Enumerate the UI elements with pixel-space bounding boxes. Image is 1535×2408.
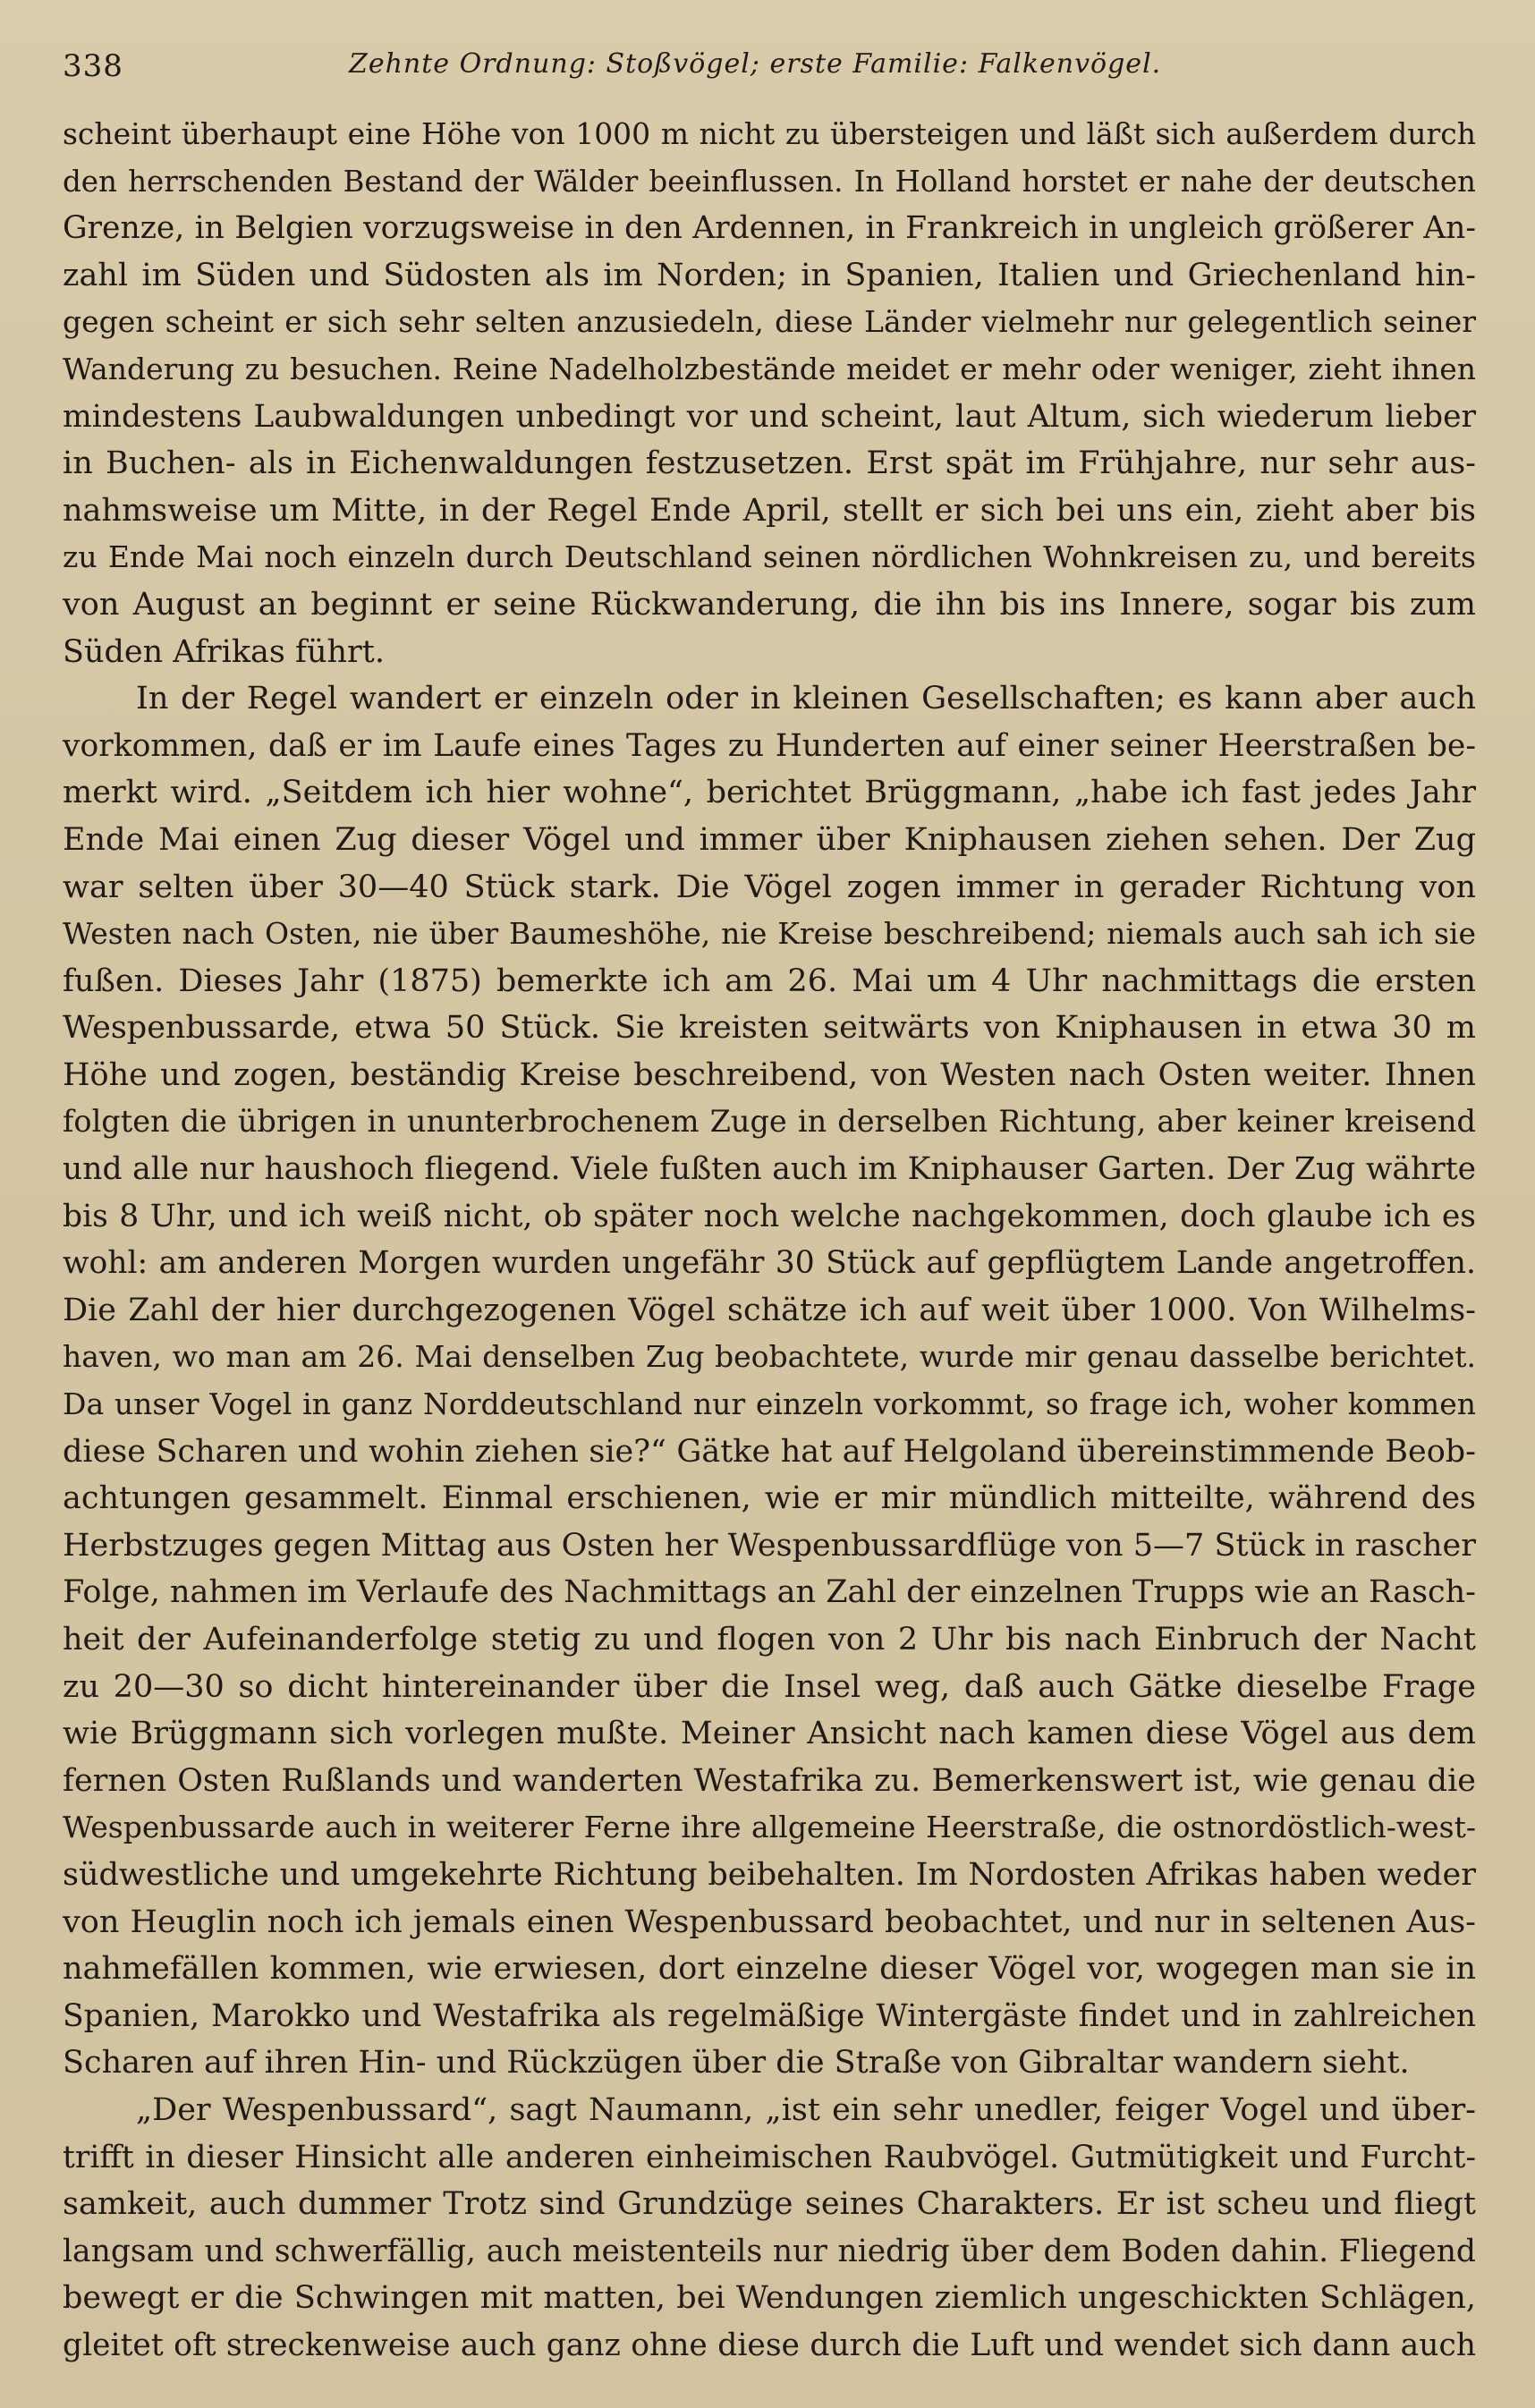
text-line: von Heuglin noch ich jemals einen Wespenbussard beobachtet, und nur in seltenen Aus- — [63, 1904, 1476, 1940]
text-line: Wespenbussarde, etwa 50 Stück. Sie kreisten seitwärts von Kniphausen in etwa 30 m — [63, 1010, 1476, 1047]
text-line: fernen Osten Rußlands und wanderten Westafrika zu. Bemerkenswert ist, wie genau die — [63, 1762, 1476, 1799]
text-line: bewegt er die Schwingen mit matten, bei Wendungen ziemlich ungeschickten Schlägen, — [63, 2280, 1476, 2317]
text-line: achtungen gesammelt. Einmal erschienen, wie er mir mündlich mitteilte, während des — [63, 1480, 1476, 1517]
text-line: nahmsweise um Mitte, in der Regel Ende April, stellt er sich bei uns ein, zieht aber bis — [63, 492, 1476, 529]
text-line: scheint überhaupt eine Höhe von 1000 m nicht zu übersteigen und läßt sich außerdem durch — [63, 116, 1476, 151]
text-line: diese Scharen und wohin ziehen sie?“ Gätke hat auf Helgoland übereinstimmende Beob- — [63, 1433, 1476, 1470]
text-line: Höhe und zogen, beständig Kreise beschreibend, von Westen nach Osten weiter. Ihnen — [63, 1056, 1476, 1093]
text-line: nahmefällen kommen, wie erwiesen, dort einzelne dieser Vögel vor, wogegen man sie in — [63, 1951, 1476, 1988]
text-line: Wanderung zu besuchen. Reine Nadelholzbestände meidet er mehr oder weniger, zieht ihnen — [63, 351, 1476, 386]
text-line: Folge, nahmen im Verlaufe des Nachmittags an Zahl der einzelnen Trupps wie an Rasch- — [63, 1574, 1476, 1611]
text-line: „Der Wespenbussard“, sagt Naumann, „ist ein sehr unedler, feiger Vogel und über- — [136, 2091, 1476, 2128]
text-line: gleitet oft streckenweise auch ganz ohne diese durch die Luft und wendet sich dann auch — [63, 2327, 1476, 2363]
text-line: zu 20—30 so dicht hintereinander über die Insel weg, daß auch Gätke dieselbe Frage — [63, 1668, 1476, 1705]
text-line: Spanien, Marokko und Westafrika als regelmäßige Wintergäste findet und in zahlreichen — [63, 1997, 1476, 2034]
text-line: bis 8 Uhr, und ich weiß nicht, ob später noch welche nachgekommen, doch glaube ich es — [63, 1198, 1476, 1234]
page-header — [63, 43, 1481, 97]
text-line: In der Regel wandert er einzeln oder in kleinen Gesellschaften; es kann aber auch — [136, 681, 1476, 717]
text-line: in Buchen- als in Eichenwaldungen festzusetzen. Erst spät im Frühjahre, nur sehr aus- — [63, 445, 1476, 482]
text-line: zahl im Süden und Südosten als im Norden; in Spanien, Italien und Griechenland hin- — [63, 257, 1476, 293]
text-line: war selten über 30—40 Stück stark. Die Vögel zogen immer in gerader Richtung von — [63, 869, 1476, 905]
text-line: Westen nach Osten, nie über Baumeshöhe, nie Kreise beschreibend; niemals auch sah ich sie — [63, 916, 1476, 952]
text-line: langsam und schwerfällig, auch meistenteils nur niedrig über dem Boden dahin. Fliegend — [63, 2233, 1476, 2269]
text-line: samkeit, auch dummer Trotz sind Grundzüge seines Charakters. Er ist scheu und fliegt — [63, 2186, 1476, 2223]
text-line: Scharen auf ihren Hin- und Rückzügen über die Straße von Gibraltar wandern sieht. — [63, 2045, 1410, 2082]
body-text — [63, 111, 1476, 2370]
text-line: zu Ende Mai noch einzeln durch Deutschland seinen nördlichen Wohnkreisen zu, und bereits — [63, 539, 1476, 575]
text-line: Grenze, in Belgien vorzugsweise in den Ardennen, in Frankreich in ungleich größerer An- — [63, 210, 1476, 247]
text-line: den herrschenden Bestand der Wälder beeinflussen. In Holland horstet er nahe der deutschen — [63, 164, 1476, 199]
page-number: 338 — [63, 48, 123, 84]
text-line: südwestliche und umgekehrte Richtung beibehalten. Im Nordosten Afrikas haben weder — [63, 1856, 1476, 1893]
text-line: Süden Afrikas führt. — [63, 633, 385, 670]
text-line: gegen scheint er sich sehr selten anzusiedeln, diese Länder vielmehr nur gelegentlich seiner — [63, 304, 1476, 340]
text-line: folgten die übrigen in ununterbrochenem Zuge in derselben Richtung, aber keiner kreisend — [63, 1104, 1476, 1140]
text-line: merkt wird. „Seitdem ich hier wohne“, berichtet Brüggmann, „habe ich fast jedes Jahr — [63, 775, 1476, 811]
text-line: haven, wo man am 26. Mai denselben Zug beobachtete, wurde mir genau dasselbe berichtet. — [63, 1339, 1476, 1375]
text-line: von August an beginnt er seine Rückwanderung, die ihn bis ins Innere, sogar bis zum — [63, 586, 1476, 623]
text-line: mindestens Laubwaldungen unbedingt vor und scheint, laut Altum, sich wiederum lieber — [63, 398, 1476, 435]
text-line: Die Zahl der hier durchgezogenen Vögel schätze ich auf weit über 1000. Von Wilhelms- — [63, 1292, 1476, 1328]
running-title: Zehnte Ordnung: Stoßvögel; erste Familie: Falkenvögel. — [349, 48, 1162, 80]
text-line: vorkommen, daß er im Laufe eines Tages zu Hunderten auf einer seiner Heerstraßen be- — [63, 727, 1476, 764]
text-line: Da unser Vogel in ganz Norddeutschland nur einzeln vorkommt, so frage ich, woher kommen — [63, 1386, 1476, 1422]
text-line: heit der Aufeinanderfolge stetig zu und flogen von 2 Uhr bis nach Einbruch der Nacht — [63, 1622, 1476, 1658]
text-line: wie Brüggmann sich vorlegen mußte. Meiner Ansicht nach kamen diese Vögel aus dem — [63, 1716, 1476, 1752]
text-line: wohl: am anderen Morgen wurden ungefähr 30 Stück auf gepflügtem Lande angetroffen. — [63, 1245, 1476, 1282]
text-line: Ende Mai einen Zug dieser Vögel und immer über Kniphausen ziehen sehen. Der Zug — [63, 821, 1476, 858]
text-line: Wespenbussarde auch in weiterer Ferne ihre allgemeine Heerstraße, die ostnordöstlich-west- — [63, 1810, 1476, 1845]
text-line: fußen. Dieses Jahr (1875) bemerkte ich am 26. Mai um 4 Uhr nachmittags die ersten — [63, 962, 1476, 999]
text-line: trifft in dieser Hinsicht alle anderen einheimischen Raubvögel. Gutmütigkeit und Furcht- — [63, 2139, 1476, 2175]
text-line: Herbstzuges gegen Mittag aus Osten her Wespenbussardflüge von 5—7 Stück in rascher — [63, 1527, 1476, 1564]
text-line: und alle nur haushoch fliegend. Viele fußten auch im Kniphauser Garten. Der Zug währte — [63, 1151, 1476, 1188]
